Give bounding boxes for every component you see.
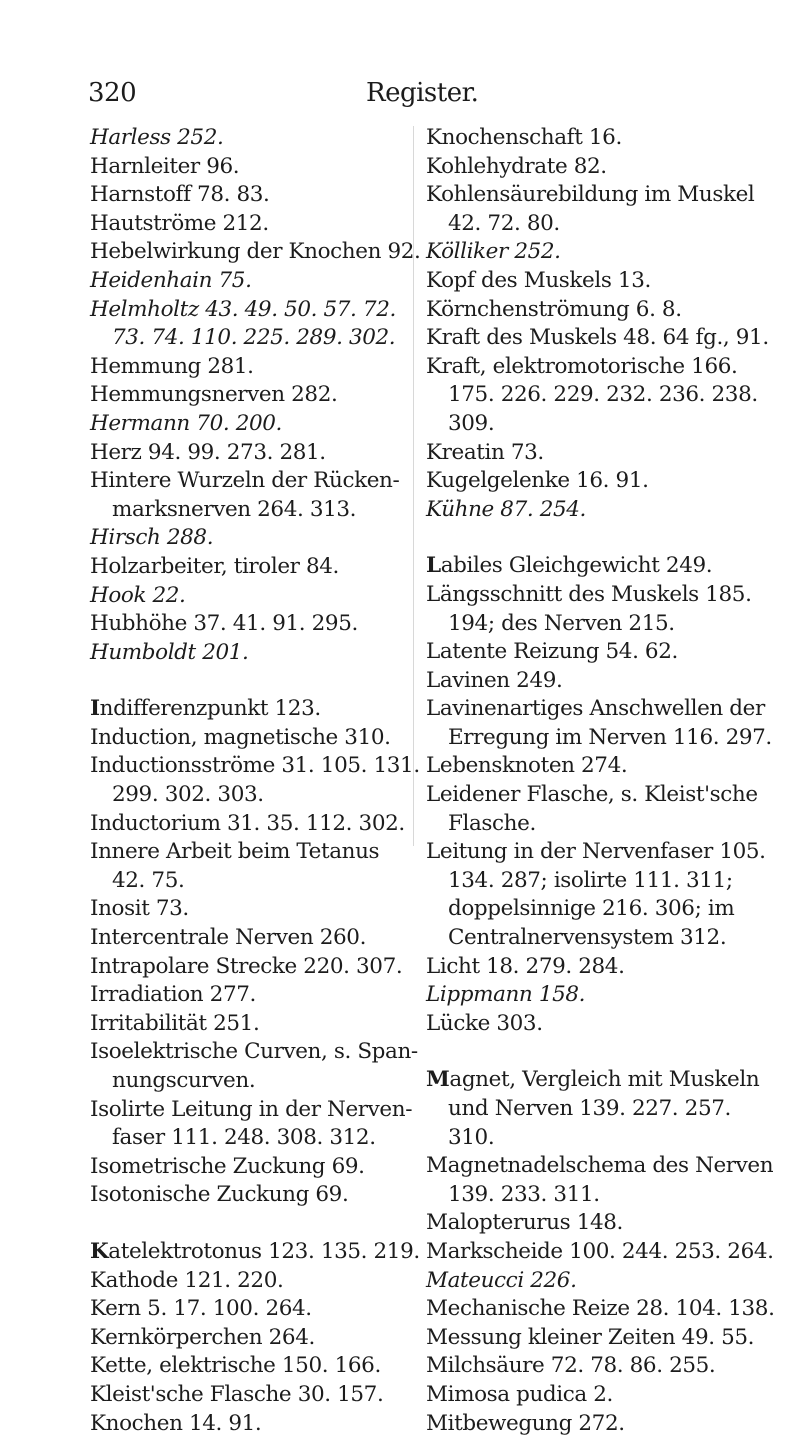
- index-entry-term: Inductionsströme 31. 105. 131.: [90, 753, 420, 779]
- index-entry: [426, 267, 756, 296]
- index-entry-term: Herz 94. 99. 273. 281.: [90, 439, 326, 465]
- index-entry-continuation: 42. 75.: [112, 867, 185, 893]
- index-entry-term: Lippmann 158.: [426, 982, 586, 1008]
- index-entry: [426, 953, 756, 982]
- index-entry: [426, 153, 756, 182]
- section-initial-letter: I: [90, 696, 100, 722]
- index-entry-term: Hautströme 212.: [90, 210, 269, 236]
- index-entry: [90, 267, 410, 296]
- index-entry-term: Licht 18. 279. 284.: [426, 953, 625, 979]
- index-entry: [90, 1295, 410, 1324]
- index-entry: [90, 1153, 410, 1182]
- index-entry-term: Mechanische Reize 28. 104. 138.: [426, 1296, 775, 1322]
- index-entry: [426, 238, 756, 267]
- index-entry: [90, 1181, 410, 1210]
- index-entry-term: Kern 5. 17. 100. 264.: [90, 1296, 312, 1322]
- index-entry: [426, 581, 756, 638]
- index-entry: [90, 752, 420, 809]
- index-entry-continuation: 139. 233. 311.: [448, 1181, 600, 1207]
- index-entry: [426, 181, 756, 238]
- index-entry-term: Hemmung 281.: [90, 353, 254, 379]
- index-entry: [426, 1238, 774, 1267]
- index-entry-term: Hermann 70. 200.: [90, 410, 282, 436]
- index-entry-term: Harless 252.: [90, 125, 224, 150]
- index-entry: [426, 1152, 774, 1209]
- index-entry: [90, 1010, 410, 1039]
- index-entry-continuation: faser 111. 248. 308. 312.: [112, 1125, 376, 1151]
- index-entry-term: Knochenschaft 16.: [426, 125, 622, 150]
- index-entry: [90, 410, 410, 439]
- index-entry: [90, 810, 410, 839]
- index-entry: [426, 667, 756, 696]
- index-entry: [426, 1066, 760, 1152]
- index-entry: [426, 1209, 756, 1238]
- index-entry-term: Magnet, Vergleich mit Muskeln: [426, 1067, 760, 1093]
- index-entry-continuation: doppelsinnige 216. 306; im: [448, 896, 735, 922]
- index-entry: [90, 1238, 420, 1267]
- index-entry: [90, 1352, 410, 1381]
- index-entry: [90, 524, 410, 553]
- index-entry-term: Katelektrotonus 123. 135. 219.: [90, 1238, 420, 1264]
- index-entry: [426, 1324, 756, 1353]
- index-entry-term: Isoelektrische Curven, s. Span-: [90, 1039, 418, 1065]
- index-entry-term: Mimosa pudica 2.: [426, 1381, 613, 1407]
- page-title: Register.: [366, 78, 479, 108]
- index-column-right: [426, 124, 775, 1438]
- index-entry-term: Hemmungsnerven 282.: [90, 382, 338, 408]
- section-initial-letter: L: [426, 553, 441, 579]
- index-entry-term: Körnchenströmung 6. 8.: [426, 296, 682, 322]
- index-entry-term: Kühne 87. 254.: [426, 496, 586, 522]
- index-entry-term: Hubhöhe 37. 41. 91. 295.: [90, 611, 358, 637]
- index-entry-term: Kathode 121. 220.: [90, 1267, 284, 1293]
- index-entry: [90, 153, 410, 182]
- index-entry-term: Isometrische Zuckung 69.: [90, 1153, 365, 1179]
- index-entry-continuation: 194; des Nerven 215.: [448, 610, 675, 636]
- index-entry-term: Hirsch 288.: [90, 525, 214, 551]
- index-entry: [426, 1010, 756, 1039]
- index-entry: [90, 981, 410, 1010]
- index-entry: [90, 439, 410, 468]
- index-entry-term: Hebelwirkung der Knochen 92.: [90, 239, 421, 265]
- index-entry: [426, 353, 756, 439]
- index-entry: [426, 781, 756, 838]
- index-entry-term: Kette, elektrische 150. 166.: [90, 1353, 381, 1379]
- index-entry-term: Kohlensäurebildung im Muskel: [426, 182, 755, 208]
- index-entry-term: Irradiation 277.: [90, 982, 256, 1008]
- index-entry-term: Kraft des Muskels 48. 64 fg., 91.: [426, 325, 769, 351]
- index-entry: [90, 582, 410, 611]
- index-entry-term: Harnleiter 96.: [90, 153, 240, 179]
- section-initial-letter: M: [426, 1067, 450, 1093]
- index-entry-term: Markscheide 100. 244. 253. 264.: [426, 1238, 774, 1264]
- index-entry-term: Latente Reizung 54. 62.: [426, 639, 678, 665]
- index-entry: [90, 724, 410, 753]
- index-entry-term: Helmholtz 43. 49. 50. 57. 72.: [90, 296, 396, 322]
- index-entry-term: Induction, magnetische 310.: [90, 724, 391, 750]
- index-entry-term: Kernkörperchen 264.: [90, 1324, 315, 1350]
- index-entry-continuation: 175. 226. 229. 232. 236. 238.: [448, 382, 758, 408]
- index-entry: [426, 752, 756, 781]
- index-entry-term: Hook 22.: [90, 582, 186, 608]
- index-entry: [90, 181, 410, 210]
- index-entry-term: Leidener Flasche, s. Kleist'sche: [426, 782, 758, 808]
- index-entry: [90, 838, 410, 895]
- index-entry-term: Intercentrale Nerven 260.: [90, 925, 366, 951]
- index-entry-term: Knochen 14. 91.: [90, 1410, 262, 1436]
- index-entry-continuation: 134. 287; isolirte 111. 311;: [448, 867, 733, 893]
- index-entry-term: Leitung in der Nervenfaser 105.: [426, 839, 766, 865]
- index-entry-term: Lavinenartiges Anschwellen der: [426, 696, 765, 722]
- index-entry: [426, 1267, 756, 1296]
- index-entry: [426, 467, 756, 496]
- index-entry-continuation: 310.: [448, 1124, 495, 1150]
- index-entry: [90, 296, 410, 353]
- page-number: 320: [88, 78, 137, 108]
- index-entry: [426, 1352, 756, 1381]
- index-entry-term: Lebensknoten 274.: [426, 753, 628, 779]
- index-entry-continuation: 299. 302. 303.: [112, 782, 264, 808]
- index-entry: [426, 124, 756, 153]
- column-divider: [413, 126, 414, 846]
- index-entry-continuation: 73. 74. 110. 225. 289. 302.: [112, 325, 396, 351]
- index-entry-term: Mateucci 226.: [426, 1267, 577, 1293]
- index-entry: [90, 895, 410, 924]
- index-entry-term: Heidenhain 75.: [90, 267, 252, 293]
- index-entry: [426, 496, 756, 525]
- index-entry-term: Lavinen 249.: [426, 667, 563, 693]
- index-entry-term: Isolirte Leitung in der Nerven-: [90, 1096, 413, 1122]
- index-entry: [426, 324, 769, 353]
- index-entry-term: Kugelgelenke 16. 91.: [426, 468, 649, 494]
- index-entry-term: Magnetnadelschema des Nerven: [426, 1153, 774, 1179]
- index-entry-term: Humboldt 201.: [90, 639, 249, 665]
- index-entry-continuation: marksnerven 264. 313.: [112, 496, 357, 522]
- index-entry: [90, 639, 410, 668]
- index-entry-term: Milchsäure 72. 78. 86. 255.: [426, 1353, 716, 1379]
- index-entry: [90, 1410, 410, 1438]
- index-entry-term: Harnstoff 78. 83.: [90, 182, 270, 208]
- index-entry-term: Messung kleiner Zeiten 49. 55.: [426, 1324, 755, 1350]
- index-entry: [426, 638, 756, 667]
- index-entry: [426, 439, 756, 468]
- index-entry-continuation: Flasche.: [448, 810, 536, 836]
- index-entry: [426, 981, 756, 1010]
- index-entry-term: Malopterurus 148.: [426, 1210, 623, 1236]
- index-entry: [90, 467, 410, 524]
- index-entry-term: Labiles Gleichgewicht 249.: [426, 553, 713, 579]
- index-entry: [426, 1381, 756, 1410]
- index-entry-term: Lücke 303.: [426, 1010, 543, 1036]
- index-entry-term: Kopf des Muskels 13.: [426, 267, 651, 293]
- index-entry: [426, 1295, 775, 1324]
- index-entry-continuation: Centralnervensystem 312.: [448, 925, 727, 951]
- index-entry-term: Kraft, elektromotorische 166.: [426, 353, 738, 379]
- index-entry-term: Isotonische Zuckung 69.: [90, 1182, 349, 1208]
- index-entry: [426, 838, 766, 952]
- index-entry: [90, 1267, 410, 1296]
- index-entry: [90, 353, 410, 382]
- index-entry: [90, 1096, 413, 1153]
- index-entry: [90, 210, 410, 239]
- index-entry: [90, 953, 410, 982]
- index-entry-term: Kreatin 73.: [426, 439, 544, 465]
- index-entry: [90, 124, 410, 153]
- index-entry-term: Inductorium 31. 35. 112. 302.: [90, 810, 405, 836]
- section-initial-letter: K: [90, 1238, 109, 1264]
- index-entry: [426, 552, 756, 581]
- index-entry: [90, 1038, 418, 1095]
- index-entry: [426, 1410, 756, 1438]
- index-entry-term: Indifferenzpunkt 123.: [90, 696, 321, 722]
- index-entry-term: Intrapolare Strecke 220. 307.: [90, 953, 403, 979]
- index-entry: [426, 695, 772, 752]
- index-entry: [90, 924, 410, 953]
- index-entry-term: Hintere Wurzeln der Rücken-: [90, 468, 400, 494]
- index-entry: [90, 381, 410, 410]
- index-entry-continuation: und Nerven 139. 227. 257.: [448, 1096, 731, 1121]
- index-entry-term: Irritabilität 251.: [90, 1010, 260, 1036]
- index-column-left: [90, 124, 421, 1438]
- index-entry-term: Inosit 73.: [90, 896, 189, 922]
- index-entry-term: Mitbewegung 272.: [426, 1410, 625, 1436]
- index-entry-term: Längsschnitt des Muskels 185.: [426, 581, 752, 607]
- index-entry: [90, 610, 410, 639]
- index-entry-term: Holzarbeiter, tiroler 84.: [90, 553, 339, 579]
- index-entry: [90, 1324, 410, 1353]
- index-entry-term: Kohlehydrate 82.: [426, 153, 607, 179]
- index-entry-term: Innere Arbeit beim Tetanus: [90, 839, 380, 865]
- index-entry-continuation: 42. 72. 80.: [448, 210, 560, 236]
- index-entry: [90, 238, 421, 267]
- index-entry: [90, 695, 410, 724]
- index-entry: [426, 296, 756, 325]
- index-entry-continuation: nungscurven.: [112, 1068, 256, 1093]
- index-entry: [90, 1381, 410, 1410]
- index-entry-term: Kleist'sche Flasche 30. 157.: [90, 1381, 384, 1407]
- index-entry-continuation: 309.: [448, 410, 495, 436]
- index-entry-term: Kölliker 252.: [426, 239, 561, 265]
- index-entry-continuation: Erregung im Nerven 116. 297.: [448, 724, 772, 750]
- page-header: [88, 78, 728, 108]
- index-entry: [90, 553, 410, 582]
